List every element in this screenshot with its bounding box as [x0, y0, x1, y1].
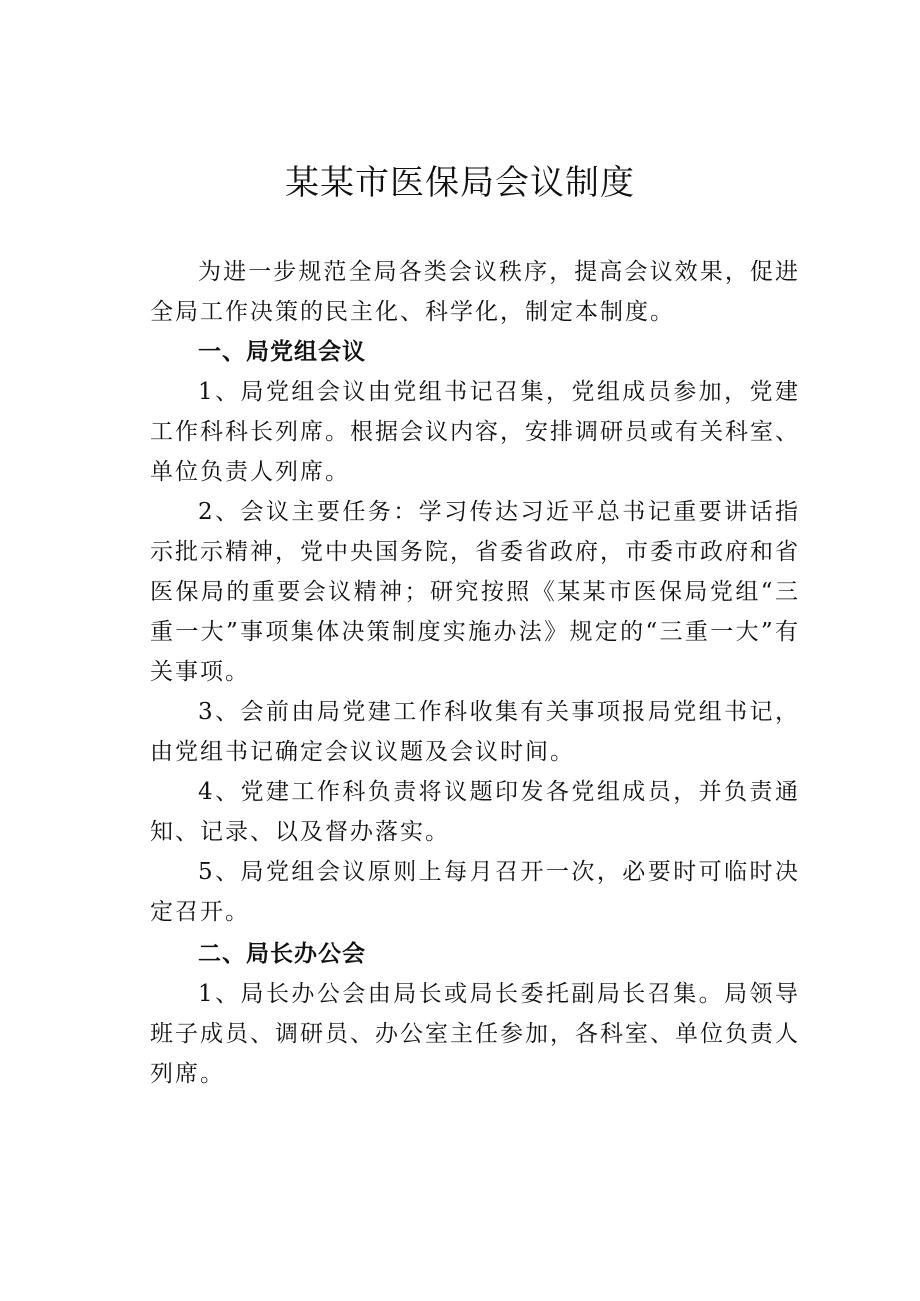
document-body [150, 252, 800, 1094]
section-paragraph: 1、局党组会议由党组书记召集，党组成员参加，党建工作科科长列席。根据会议内容，安排调研员或有关科室、单位负责人列席。 [150, 379, 800, 485]
section-paragraph: 4、党建工作科负责将议题印发各党组成员，并负责通知、记录、以及督办落实。 [150, 779, 800, 845]
section-party-group-meeting [150, 332, 800, 932]
section-paragraph: 1、局长办公会由局长或局长委托副局长召集。局领导班子成员、调研员、办公室主任参加，各科室、单位负责人列席。 [150, 981, 800, 1087]
section-heading: 二、局长办公会 [198, 941, 366, 967]
section-paragraph: 5、局党组会议原则上每月召开一次，必要时可临时决定召开。 [150, 859, 800, 925]
section-paragraph: 2、会议主要任务：学习传达习近平总书记重要讲话指示批示精神，党中央国务院，省委省政府，市委市政府和省医保局的重要会议精神；研究按照《某某市医保局党组“三重一大”事项集体决策制度实施办法》规定的“三重一大”有关事项。 [150, 499, 800, 685]
section-director-office-meeting [150, 934, 800, 1094]
section-heading: 一、局党组会议 [198, 339, 366, 365]
document-title: 某某市医保局会议制度 [285, 163, 635, 203]
section-paragraph: 3、会前由局党建工作科收集有关事项报局党组书记，由党组书记确定会议议题及会议时间。 [150, 699, 800, 765]
intro-paragraph: 为进一步规范全局各类会议秩序，提高会议效果，促进全局工作决策的民主化、科学化，制定本制度。 [150, 259, 800, 325]
